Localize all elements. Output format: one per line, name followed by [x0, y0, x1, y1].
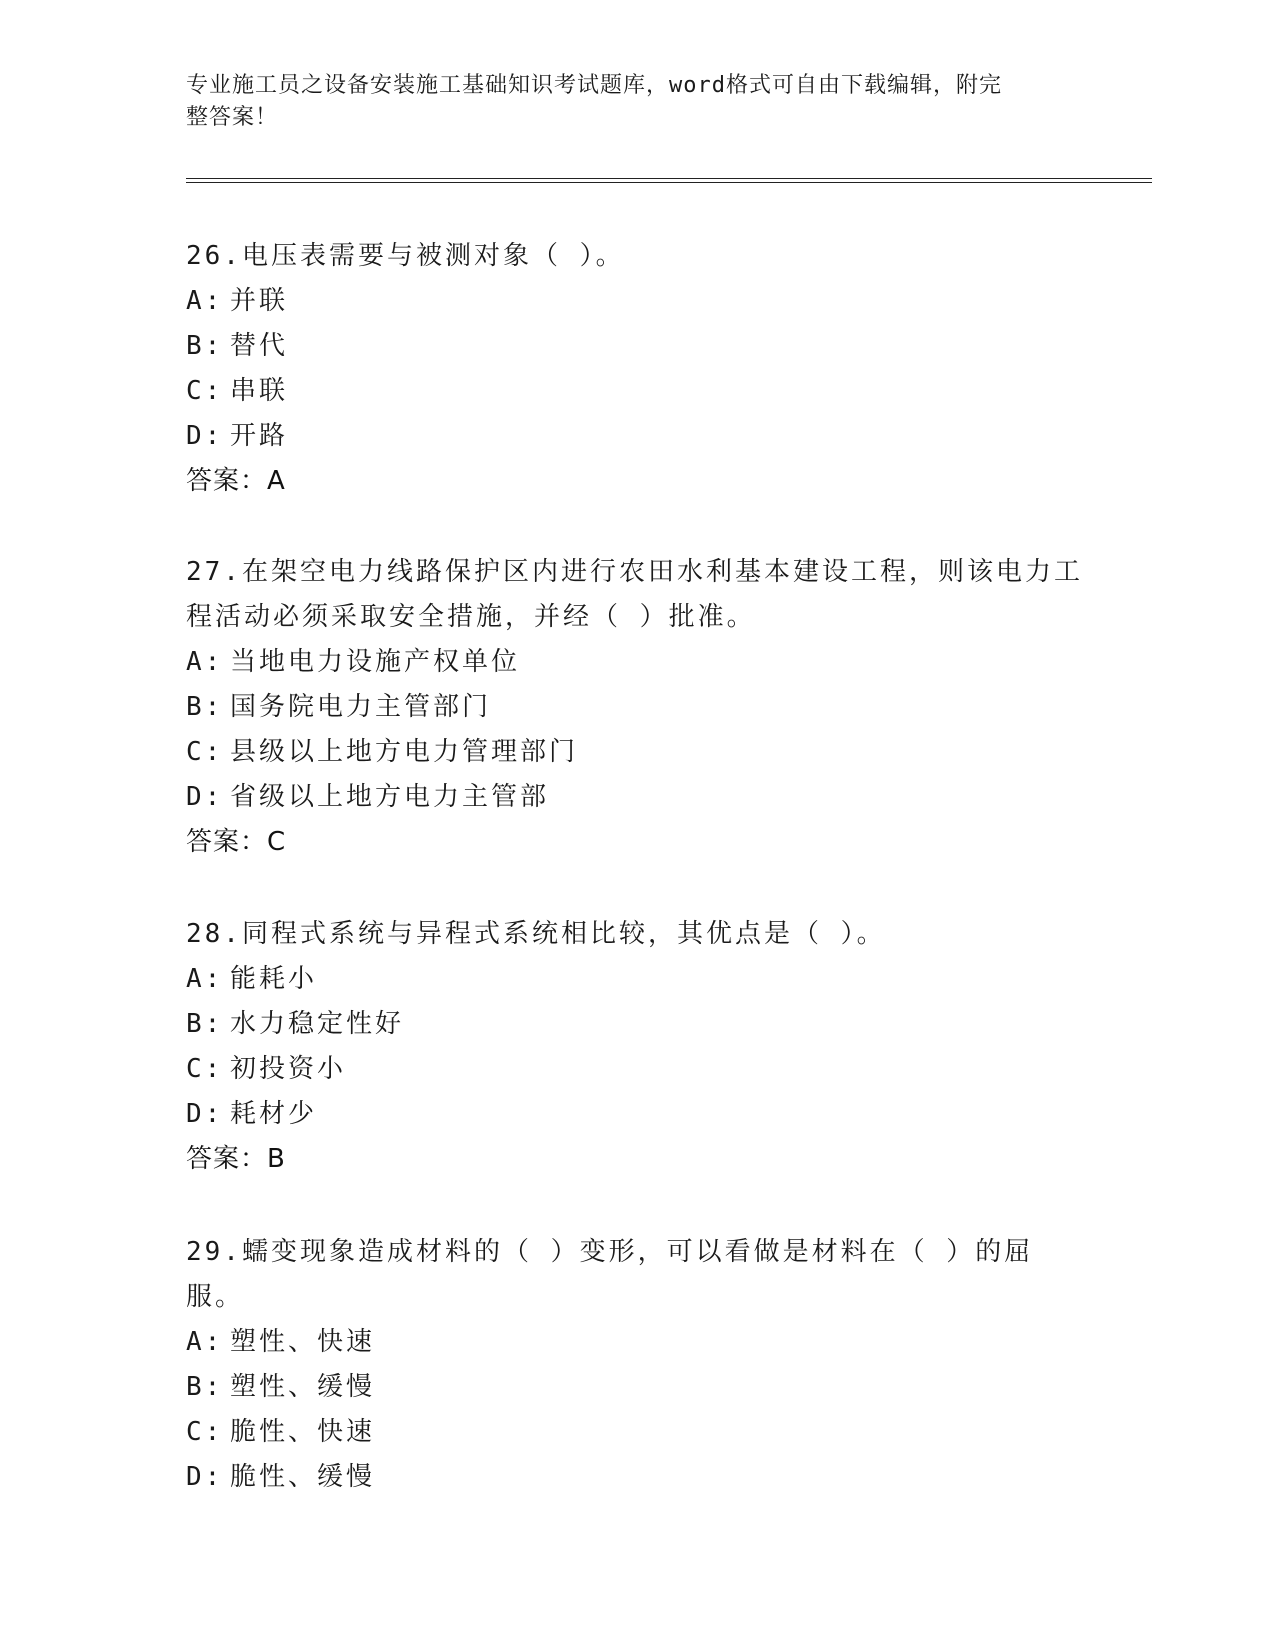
answer: 答案：B: [186, 1144, 286, 1174]
question-29: [186, 1230, 1086, 1500]
header-divider-top: [186, 178, 1152, 179]
question-28: [186, 912, 1086, 1182]
question-text: 28.同程式系统与异程式系统相比较，其优点是（ ）。: [186, 919, 886, 949]
option-text: 串联: [230, 376, 289, 406]
option-text: 塑性、缓慢: [230, 1372, 376, 1402]
answer: 答案：A: [186, 466, 286, 496]
option-letter: B:: [186, 1372, 224, 1402]
option-c: [186, 369, 1086, 414]
question-text: 27.在架空电力线路保护区内进行农田水利基本建设工程，则该电力工程活动必须采取安全措施，并经（ ）批准。: [186, 557, 1083, 632]
question-27: [186, 550, 1086, 865]
option-text: 当地电力设施产权单位: [230, 647, 521, 677]
option-text: 耗材少: [230, 1099, 318, 1129]
header-divider-bottom: [186, 182, 1152, 183]
option-b: [186, 685, 1086, 730]
option-letter: C:: [186, 1417, 224, 1447]
option-text: 省级以上地方电力主管部: [230, 782, 550, 812]
option-text: 初投资小: [230, 1054, 347, 1084]
option-c: [186, 730, 1086, 775]
option-letter: D:: [186, 421, 224, 451]
option-d: [186, 1455, 1086, 1500]
option-c: [186, 1410, 1086, 1455]
option-a: [186, 279, 1086, 324]
option-text: 替代: [230, 331, 289, 361]
header-line-2: 整答案！: [186, 105, 279, 130]
option-text: 塑性、快速: [230, 1327, 376, 1357]
option-text: 脆性、快速: [230, 1417, 376, 1447]
option-letter: A:: [186, 1327, 224, 1357]
option-b: [186, 324, 1086, 369]
option-letter: B:: [186, 692, 224, 722]
option-letter: C:: [186, 737, 224, 767]
option-letter: B:: [186, 1009, 224, 1039]
question-26: [186, 234, 1086, 504]
document-header: [186, 70, 1066, 134]
option-b: [186, 1365, 1086, 1410]
option-letter: C:: [186, 376, 224, 406]
question-text: 26.电压表需要与被测对象（ ）。: [186, 241, 625, 271]
option-text: 国务院电力主管部门: [230, 692, 492, 722]
option-letter: B:: [186, 331, 224, 361]
option-d: [186, 775, 1086, 820]
option-letter: A:: [186, 964, 224, 994]
option-d: [186, 1092, 1086, 1137]
option-a: [186, 640, 1086, 685]
question-text: 29.蠕变现象造成材料的（ ）变形，可以看做是材料在（ ）的屈服。: [186, 1237, 1034, 1312]
option-text: 县级以上地方电力管理部门: [230, 737, 579, 767]
option-text: 脆性、缓慢: [230, 1462, 376, 1492]
header-line-1: 专业施工员之设备安装施工基础知识考试题库，word格式可自由下载编辑，附完: [186, 73, 1002, 98]
option-a: [186, 1320, 1086, 1365]
option-letter: D:: [186, 1462, 224, 1492]
option-letter: A:: [186, 647, 224, 677]
option-letter: A:: [186, 286, 224, 316]
option-a: [186, 957, 1086, 1002]
option-letter: D:: [186, 1099, 224, 1129]
option-text: 并联: [230, 286, 289, 316]
option-text: 水力稳定性好: [230, 1009, 405, 1039]
answer: 答案：C: [186, 827, 287, 857]
option-letter: D:: [186, 782, 224, 812]
option-b: [186, 1002, 1086, 1047]
option-text: 开路: [230, 421, 289, 451]
option-letter: C:: [186, 1054, 224, 1084]
option-text: 能耗小: [230, 964, 318, 994]
option-c: [186, 1047, 1086, 1092]
option-d: [186, 414, 1086, 459]
